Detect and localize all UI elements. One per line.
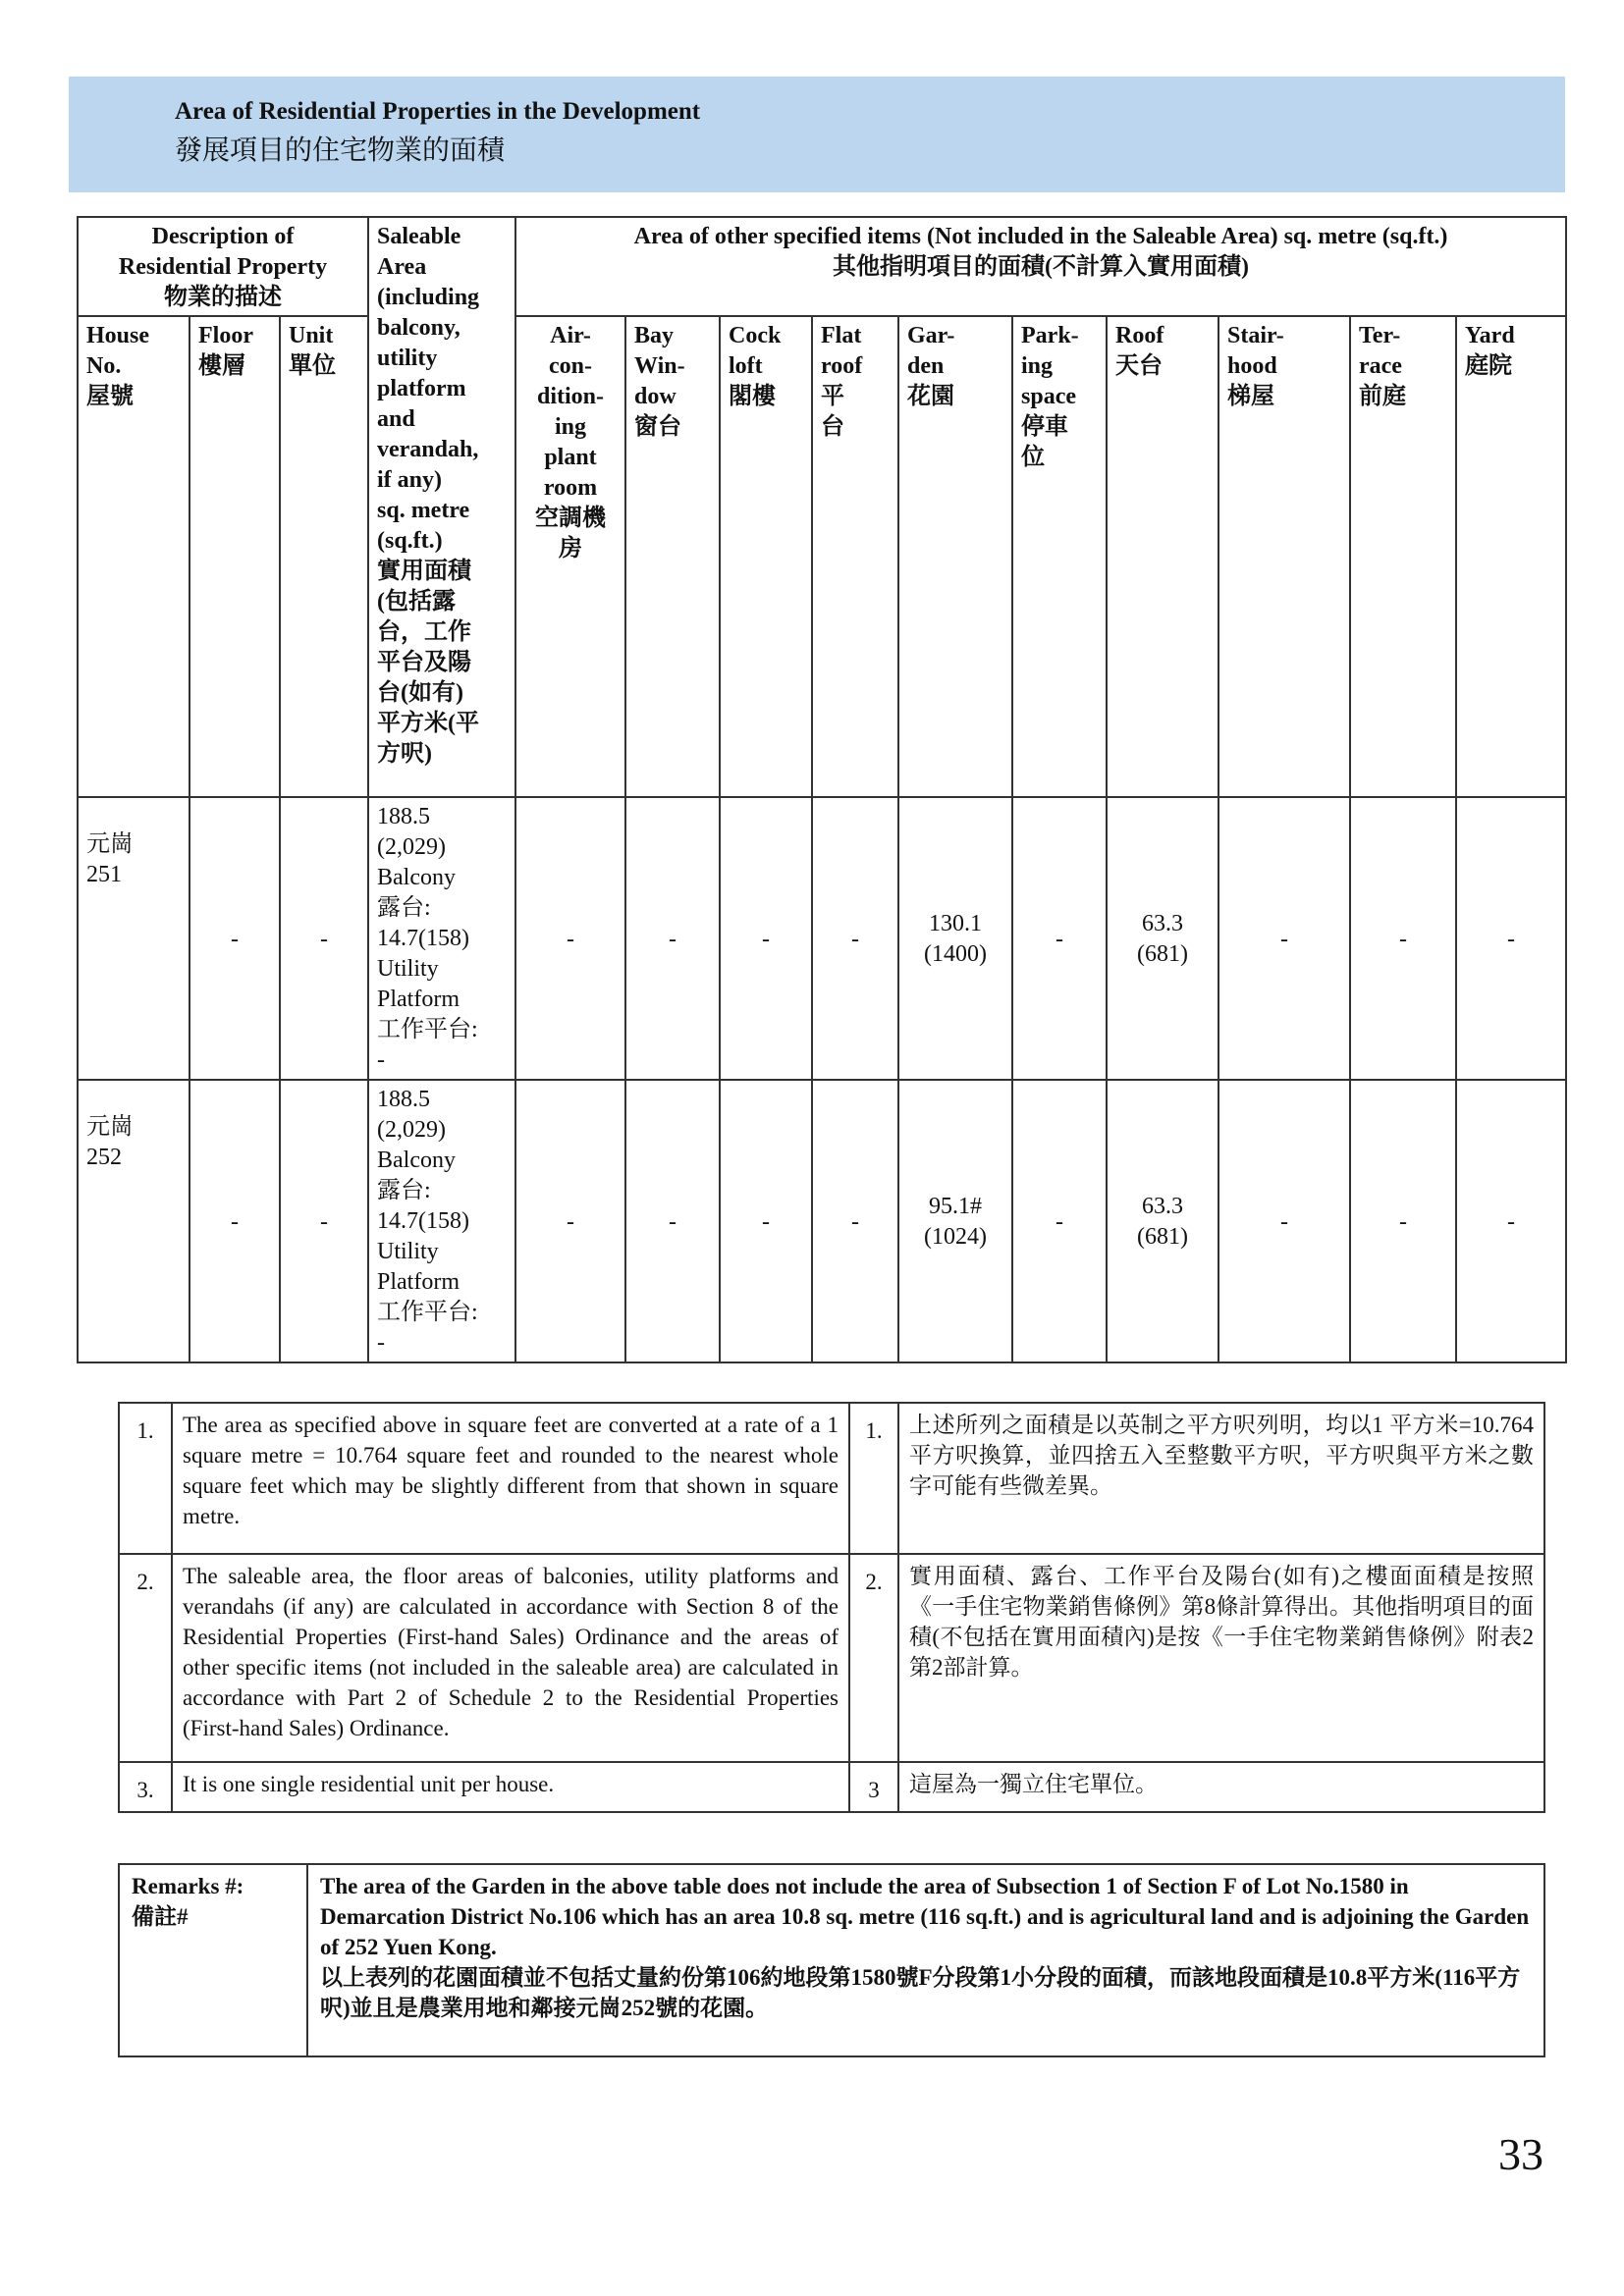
text-line: verandah, [377, 437, 479, 462]
text-line: Park- [1021, 323, 1079, 348]
yard-header-text [1465, 321, 1557, 382]
text-line: Description of [151, 224, 295, 249]
text-line: plant [544, 445, 597, 470]
text-line: 梯屋 [1227, 384, 1274, 409]
text-line: Bay [634, 323, 675, 348]
text-line: Ter- [1359, 323, 1401, 348]
terrace-header-text [1359, 321, 1447, 412]
text-line: (2,029) [377, 834, 446, 860]
saleable-area-text [377, 802, 507, 1076]
text-line: 露台: [377, 1178, 431, 1203]
parking-space-cell: - [1012, 797, 1107, 1080]
garden-cell [898, 1080, 1012, 1362]
text-line: 閣樓 [729, 384, 776, 409]
aircon-plant-room-header [515, 316, 625, 797]
page-number: 33 [1498, 2129, 1543, 2179]
flat-roof-header [812, 316, 898, 797]
text-line: 平台及陽 [377, 650, 471, 675]
text-line: ing [554, 414, 586, 440]
text-line: sq. metre [377, 498, 470, 523]
note-text-en: The area as specified above in square feet are converted at a rate of a 1 square metre = 10.764 square feet and rounded to the nearest whole square feet which may be slightly different from that shown in square metre. [172, 1403, 849, 1554]
text-line: 窗台 [634, 414, 681, 440]
text-line: 實用面積 [377, 559, 471, 584]
house-no-cell [78, 797, 189, 1080]
bay-window-cell: - [625, 797, 720, 1080]
text-line: 前庭 [1359, 384, 1406, 409]
floor-cell: - [189, 1080, 280, 1362]
text-line: 空調機 [535, 506, 606, 531]
section-title-zh: 發展項目的住宅物業的面積 [175, 135, 506, 166]
floor-cell: - [189, 797, 280, 1080]
yard-header [1456, 316, 1566, 797]
garden-text [907, 1192, 1003, 1253]
text-line: 63.3 [1142, 911, 1183, 936]
text-line: race [1359, 353, 1402, 379]
text-line: space [1021, 384, 1076, 409]
stairhood-cell: - [1218, 797, 1350, 1080]
remarks-text-en: The area of the Garden in the above table does not include the area of Subsection 1 of Section F of Lot No.1580 in Demarcation District No.106 which has an area 10.8 sq. metre (116 sq.ft.) and is agricultural land and is adjoining the Garden of 252 Yuen Kong. [320, 1874, 1530, 1959]
text-line: (including [377, 285, 480, 310]
text-line: Unit [289, 323, 334, 348]
house-no-header [78, 316, 189, 797]
text-line: 95.1# [929, 1194, 982, 1219]
text-line: ing [1021, 353, 1054, 379]
text-line: 台 [821, 414, 844, 440]
remarks-table [118, 1863, 1545, 2057]
parking-space-cell: - [1012, 1080, 1107, 1362]
text-line: 庭院 [1465, 353, 1512, 379]
note-text-zh: 上述所列之面積是以英制之平方呎列明，均以1 平方米=10.764 平方呎換算，並四捨五入至整數平方呎，平方呎與平方米之數字可能有些微差異。 [898, 1403, 1544, 1554]
text-line: con- [549, 353, 592, 379]
bay-window-cell: - [625, 1080, 720, 1362]
text-line: 251 [86, 862, 122, 887]
text-line: 元崗 [86, 1114, 134, 1140]
text-line: Stair- [1227, 323, 1284, 348]
text-line: (sq.ft.) [377, 528, 443, 554]
text-line: Utility [377, 1239, 439, 1264]
text-line: (681) [1137, 1224, 1188, 1250]
aircon-cell: - [515, 797, 625, 1080]
section-banner [69, 77, 1565, 192]
text-line: if any) [377, 467, 442, 493]
parking-space-header-text [1021, 321, 1098, 473]
text-line: 130.1 [929, 911, 982, 936]
text-line: Utility [377, 956, 439, 982]
text-line: 188.5 [377, 804, 430, 829]
text-line: 位 [1021, 445, 1045, 470]
aircon-plant-room-header-text [524, 321, 617, 564]
unit-header-text [289, 321, 359, 382]
text-line: Gar- [907, 323, 955, 348]
unit-cell: - [280, 1080, 368, 1362]
text-line: room [543, 475, 598, 501]
aircon-cell: - [515, 1080, 625, 1362]
note-text-zh: 這屋為一獨立住宅單位。 [898, 1762, 1544, 1812]
flat-roof-header-text [821, 321, 890, 443]
text-line: 台(如有) [377, 680, 463, 706]
flat-roof-cell: - [812, 1080, 898, 1362]
text-line: (1400) [924, 941, 987, 967]
unit-header [280, 316, 368, 797]
text-line: 屋號 [86, 384, 134, 409]
saleable-area-cell [368, 1080, 515, 1362]
house-no-text [86, 802, 181, 890]
text-line: 工作平台: [377, 1017, 478, 1042]
saleable-area-header [368, 217, 515, 797]
other-items-header-text [524, 222, 1557, 283]
yard-cell: - [1456, 797, 1566, 1080]
text-line: dow [634, 384, 677, 409]
note-number-zh: 2. [849, 1554, 898, 1762]
stairhood-header-text [1227, 321, 1341, 412]
garden-header-text [907, 321, 1003, 412]
table-row [78, 797, 1566, 1080]
saleable-area-cell [368, 797, 515, 1080]
text-line: 露台: [377, 895, 431, 921]
text-line: Platform [377, 987, 460, 1012]
saleable-area-header-text [377, 222, 507, 770]
text-line: 平 [821, 384, 844, 409]
unit-cell: - [280, 797, 368, 1080]
garden-text [907, 909, 1003, 970]
text-line: Flat [821, 323, 862, 348]
text-line: 停車 [1021, 414, 1068, 440]
text-line: 房 [559, 536, 582, 561]
other-items-header [515, 217, 1566, 316]
note-text-en: It is one single residential unit per house. [172, 1762, 849, 1812]
text-line: Balcony [377, 865, 456, 890]
note-row [119, 1554, 1544, 1762]
text-line: Win- [634, 353, 685, 379]
text-line: 元崗 [86, 831, 134, 857]
text-line: 252 [86, 1145, 122, 1170]
text-line: Balcony [377, 1148, 456, 1173]
text-line: dition- [536, 384, 604, 409]
note-row [119, 1762, 1544, 1812]
roof-header [1107, 316, 1218, 797]
garden-cell [898, 797, 1012, 1080]
text-line: 14.7(158) [377, 1208, 469, 1234]
text-line: 物業的描述 [164, 285, 282, 310]
text-line: balcony, [377, 315, 460, 341]
text-line: Saleable [377, 224, 461, 249]
roof-cell [1107, 1080, 1218, 1362]
remarks-text-zh: 以上表列的花園面積並不包括丈量約份第106約地段第1580號F分段第1小分段的面積，而該地段面積是10.8平方米(116平方呎)並且是農業用地和鄰接元崗252號的花園。 [320, 1965, 1521, 2020]
text-line: House [86, 323, 150, 348]
text-line: 台，工作 [377, 619, 471, 645]
cockloft-cell: - [720, 797, 812, 1080]
flat-roof-cell: - [812, 797, 898, 1080]
terrace-header [1350, 316, 1456, 797]
text-line: hood [1227, 353, 1277, 379]
description-header-text [86, 222, 359, 313]
yard-cell: - [1456, 1080, 1566, 1362]
text-line: Area [377, 254, 427, 280]
text-line: loft [729, 353, 763, 379]
note-number-zh: 3 [849, 1762, 898, 1812]
note-text-zh: 實用面積、露台、工作平台及陽台(如有)之樓面面積是按照《一手住宅物業銷售條例》第8條計算得出。其他指明項目的面積(不包括在實用面積內)是按《一手住宅物業銷售條例》附表2第2部計算。 [898, 1554, 1544, 1762]
text-line: 天台 [1115, 353, 1163, 379]
roof-header-text [1115, 321, 1210, 382]
garden-header [898, 316, 1012, 797]
saleable-area-text [377, 1085, 507, 1359]
remarks-label-zh: 備註# [132, 1904, 189, 1929]
area-table [77, 216, 1567, 1363]
text-line: - [377, 1330, 385, 1356]
text-line: utility [377, 346, 438, 371]
section-title-en: Area of Residential Properties in the Development [175, 98, 701, 125]
text-line: platform [377, 376, 466, 401]
remarks-label-en: Remarks #: [132, 1874, 244, 1898]
text-line: 工作平台: [377, 1300, 478, 1325]
bay-window-header [625, 316, 720, 797]
text-line: (2,029) [377, 1117, 446, 1143]
roof-text [1115, 909, 1210, 970]
text-line: Residential Property [118, 254, 328, 280]
cockloft-cell: - [720, 1080, 812, 1362]
cockloft-header-text [729, 321, 803, 412]
text-line: 方呎) [377, 741, 432, 767]
house-no-text [86, 1085, 181, 1173]
text-line: (681) [1137, 941, 1188, 967]
house-no-header-text [86, 321, 181, 412]
text-line: Area of other specified items (Not included in the Saleable Area) sq. metre (sq.ft.) [633, 224, 1448, 249]
remarks-label-cell [119, 1864, 307, 2056]
stairhood-cell: - [1218, 1080, 1350, 1362]
note-number-en: 1. [119, 1403, 172, 1554]
floor-header-text [198, 321, 271, 382]
text-line: 樓層 [198, 353, 245, 379]
note-row [119, 1403, 1544, 1554]
text-line: Air- [550, 323, 591, 348]
note-number-en: 3. [119, 1762, 172, 1812]
text-line: 花園 [907, 384, 954, 409]
floor-header [189, 316, 280, 797]
text-line: 單位 [289, 353, 336, 379]
text-line: No. [86, 353, 122, 379]
text-line: (1024) [924, 1224, 987, 1250]
remarks-text-cell [307, 1864, 1544, 2056]
text-line: - [377, 1047, 385, 1073]
terrace-cell: - [1350, 1080, 1456, 1362]
roof-text [1115, 1192, 1210, 1253]
bay-window-header-text [634, 321, 711, 443]
table-row [78, 1080, 1566, 1362]
house-no-cell [78, 1080, 189, 1362]
parking-space-header [1012, 316, 1107, 797]
text-line: 188.5 [377, 1087, 430, 1112]
text-line: Yard [1465, 323, 1515, 348]
note-number-zh: 1. [849, 1403, 898, 1554]
note-number-en: 2. [119, 1554, 172, 1762]
text-line: and [377, 406, 415, 432]
text-line: roof [821, 353, 863, 379]
stairhood-header [1218, 316, 1350, 797]
text-line: Cock [729, 323, 782, 348]
text-line: den [907, 353, 945, 379]
notes-table [118, 1402, 1545, 1813]
text-line: 63.3 [1142, 1194, 1183, 1219]
text-line: 其他指明項目的面積(不計算入實用面積) [833, 254, 1250, 280]
text-line: Roof [1115, 323, 1164, 348]
description-header [78, 217, 368, 316]
text-line: Platform [377, 1269, 460, 1295]
text-line: (包括露 [377, 589, 456, 614]
roof-cell [1107, 797, 1218, 1080]
text-line: 14.7(158) [377, 926, 469, 951]
terrace-cell: - [1350, 797, 1456, 1080]
text-line: Floor [198, 323, 253, 348]
cockloft-header [720, 316, 812, 797]
text-line: 平方米(平 [377, 711, 479, 736]
note-text-en: The saleable area, the floor areas of balconies, utility platforms and verandahs (if any) are calculated in accordance with Section 8 of the Residential Properties (First-hand Sales) Ordinance and the areas of other specific items (not included in the saleable area) are calculated in accordance with Part 2 of Schedule 2 to the Residential Properties (First-hand Sales) Ordinance. [172, 1554, 849, 1762]
